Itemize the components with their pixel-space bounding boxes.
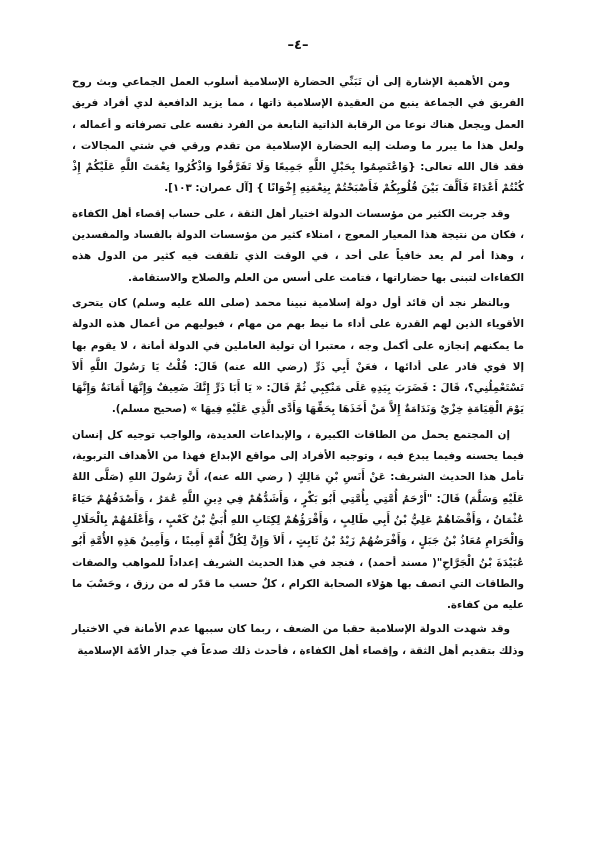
paragraph-teamwork: ومن الأهمية الإشارة إلى أن تَبَنِّي الحضارة الإسلامية أسلوب العمل الجماعي وبث روح الفريق في الجماعة ينبع من العقيدة الإسلامية ذاتها ، مما يزيد الدافعية لدي أفراد فريق العمل ويجعل هناك نوعا من الرقابة الذاتية النابعة من الفرد نفسه على تصرفاته و أعماله ، ولعل هذا ما يبرر ما وصلت إليه الحضارة الإسلامية من تقدم ورقي في شتي المجالات ، فقد قال الله تعالى: {وَاعْتَصِمُوا بِحَبْلِ اللَّهِ جَمِيعًا وَلَا تَفَرَّقُوا وَاذْكُرُوا نِعْمَتَ اللَّهِ عَلَيْكُمْ إِذْ كُنْتُمْ أَعْدَاءً فَأَلَّفَ بَيْنَ قُلُوبِكُمْ فَأَصْبَحْتُمْ بِنِعْمَتِهِ إِخْوَانًا } [آل عمران: ١٠٣].	[72, 76, 524, 195]
paragraph-trust-vs-competence: وقد جربت الكثير من مؤسسات الدولة اختيار أهل الثقة ، على حساب إقصاء أهل الكفاءة ، فكان من نتيجة هذا المعيار المعوج ، امتلاء كثير من مؤسسات الدولة بالفساد والمفسدين ، وهذا أمر لم يعد خافياً على أحد ، في الوقت الذي تلقفت فيه كثير من الدول هذه الكفاءات لتبنى بها حضاراتها ، فتامت على أسس من العلم والصلاح والاستقامة.	[72, 207, 524, 284]
paragraph-prophet-selection: وبالنظر نجد أن قائد أول دولة إسلامية نبينا محمد (صلى الله عليه وسلم) كان يتحرى الأقوياء الذين لهم القدرة على أداء ما نيط بهم من مهام ، فيوليهم من أعمال هذه الدولة ما يمكنهم إنجازه على أكمل وجه ، معتبرا أن تولية العاملين في الدولة أمانة ، لا يقوم بها إلا قوي قادر على أدائها ، فعَنْ أَبِي ذَرٍّ (رضي الله عنه) قَالَ: قُلْتُ يَا رَسُولَ اللَّهِ أَلاَ تَسْتَعْمِلُنِي؟، قَالَ : فَضَرَبَ بِيَدِهِ عَلَى مَنْكِبِي ثُمَّ قَالَ: « يَا أَبَا ذَرٍّ إِنَّكَ ضَعِيفٌ وَإِنَّهَا أَمَانَةٌ وَإِنَّهَا يَوْمَ الْقِيَامَةِ خِزْيٌ وَنَدَامَةٌ إِلاَّ مَنْ أَخَذَهَا بِحَقِّهَا وَأَدَّى الَّذِي عَلَيْهِ فِيهَا » (صحيح مسلم).	[72, 296, 524, 416]
body-text	[72, 72, 524, 666]
paragraph-society-talents: إن المجتمع يحمل من الطاقات الكبيرة ، والإبداعات العديدة، والواجب توجيه كل إنسان فيما يحسنه وفيما يبدع فيه ، وتوجيه الأفراد إلى مواقع الإبداع فهذا من الأهداف التربوية، تأمل هذا الحديث الشريف: عَنْ أَنَسِ بْنِ مَالِكٍ ( رضي الله عنه)، أَنَّ رَسُولَ اللهِ (صَلَّى اللهُ عَلَيْهِ وَسَلَّمَ) قَالَ: "أَرْحَمُ أُمَّتِي بِأُمَّتِي أَبُو بَكْرٍ ، وَأَشَدُّهُمْ فِي دِينِ اللَّهِ عُمَرُ ، وَأَصْدَقُهُمْ حَيَاءً عُثْمَانُ ، وَأَقْضَاهُمْ عَلِيُّ بْنُ أَبِي طَالِبٍ ، وَأَقْرَؤُهُمْ لِكِتَابِ اللهِ أُبَيُّ بْنُ كَعْبٍ ، وَأَعْلَمُهُمْ بِالْحَلَالِ وَالْحَرَامِ مُعَاذُ بْنُ جَبَلٍ ، وَأَفْرَضُهُمْ زَيْدُ بْنُ ثَابِتٍ ، أَلاَ وَإِنَّ لِكُلِّ أُمَّةٍ أَمِينًا ، وَأَمِينُ هَذِهِ الأُمَّةِ أَبُو عُبَيْدَةَ بْنُ الْجَرَّاحِ"( مسند أحمد) ، فنجد في هذا الحديث الشريف إعداداً للمواهب والصفات والطاقات التي اتصف بها هؤلاء الصحابة الكرام ، كلٌ حسب ما قدّر له من رزق ، وحَسْبَ ما عليه من كفاءة.	[72, 428, 524, 612]
page-number: –٤–	[287, 38, 309, 53]
paragraph-state-weakness: وقد شهدت الدولة الإسلامية حقبا من الضعف ، ربما كان سببها عدم الأمانة في الاختيار وذلك بتقديم أهل الثقة ، وإقصاء أهل الكفاءة ، فأحدث ذلك صدعاً في جدار الأمّة الإسلامية	[72, 623, 524, 657]
